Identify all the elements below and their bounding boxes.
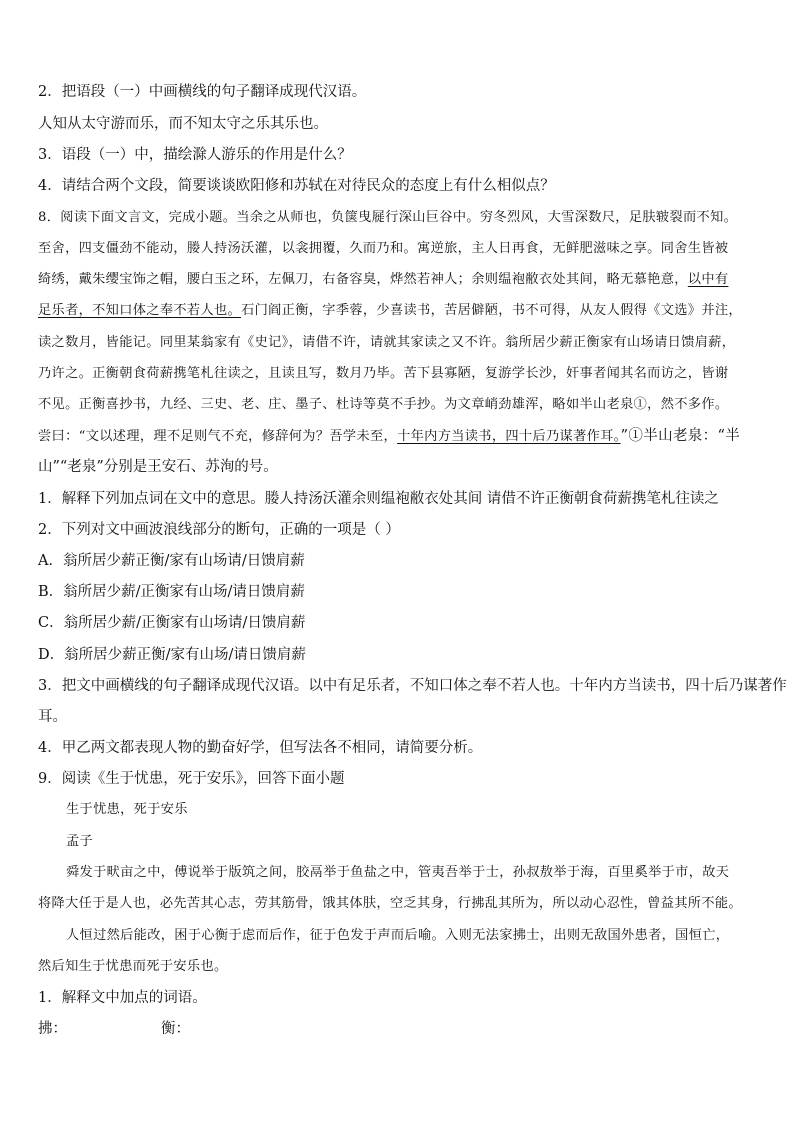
passage-text: 绮绣，戴朱缨宝饰之帽，腰白玉之环，左佩刀，右备容臭，烨然若神人；余则缊袍敝衣处其间，略无慕艳意， [38,272,688,287]
answer-label: 拂： [38,1021,67,1037]
passage-line: 8．阅读下面文言文，完成小题。当余之从师也，负箧曳屣行深山巨谷中。穷冬烈风，大雪深数尺，足肤皲裂而不知。 [38,210,738,225]
option-c: C．翁所居少薪/正衡家有山场请/日馈肩薪 [38,615,306,631]
question-line: 4．甲乙两文都表现人物的勤奋好学，但写法各不相同，请简要分析。 [38,740,483,756]
question-line: 2．把语段（一）中画横线的句子翻译成现代汉语。 [38,84,367,100]
passage-line: 乃许之。正衡朝食荷薪携笔札往读之，且读且写，数月乃毕。苦下县寡陋，复游学长沙，奸事者闻其名而访之，皆谢 [38,366,729,381]
question-line: 3．语段（一）中，描绘滁人游乐的作用是什么？ [38,147,352,163]
passage-title: 生于忧患，死于安乐 [66,802,188,817]
answer-line [38,1019,756,1039]
passage-line: 不见。正衡喜抄书，九经、三史、老、庄、墨子、杜诗等莫不手抄。为文章峭劲雄浑，略如半山老泉①，然不多作。 [38,397,729,412]
passage-line: 舜发于畎亩之中，傅说举于版筑之间，胶鬲举于鱼盐之中，管夷吾举于士，孙叔敖举于海，百里奚举于市，故天 [66,865,730,880]
passage-line: 人恒过然后能改，困于心衡于虑而后作，征于色发于声而后喻。入则无法家拂士，出则无敌国外患者，国恒亡， [66,928,730,943]
passage-text: 石门阎正衡，字季蓉，少喜读书，苦居僻陋，书不可得，从友人假得《文选》并注， [241,303,742,318]
passage-text: 尝曰：“文以述理，理不足则气不充，修辞何为？吾学未至， [38,429,398,444]
passage-line: 将降大任于是人也，必先苦其心志，劳其筋骨，饿其体肤，空乏其身，行拂乱其所为，所以动心忍性，曾益其所不能。 [38,896,742,911]
passage-line: 至舍，四支僵劲不能动，媵人持汤沃灌，以衾拥覆，久而乃和。寓逆旅，主人日再食，无鲜肥滋味之享。同舍生皆被 [38,241,729,256]
passage-line [38,270,756,290]
option-d: D．翁所居少薪正衡/家有山场/请日馈肩薪 [38,647,306,663]
underlined-sentence: 十年内方当读书，四十后乃谋著作耳。 [397,429,621,444]
passage-line: 然后知生于忧患而死于安乐也。 [38,959,228,974]
question-line: 2．下列对文中画波浪线部分的断句，正确的一项是（ ） [38,522,400,538]
question-line: 3．把文中画横线的句子翻译成现代汉语。以中有足乐者，不知口体之奉不若人也。十年内方当读书，四十后乃谋著作 [38,678,787,694]
passage-line [38,301,756,321]
passage-line [38,426,756,447]
underlined-sentence: 以中有 [687,272,729,287]
footnote-text: ”①半山老泉：“半 [620,428,741,444]
underlined-sentence: 足乐者，不知口体之奉不若人也。 [38,303,242,318]
question-line: 1．解释下列加点词在文中的意思。媵人持汤沃灌余则缊袍敝衣处其间 请借不许正衡朝食荷薪携笔札往读之 [38,491,719,507]
question-line: 人知从太守游而乐，而不知太守之乐其乐也。 [38,116,328,132]
option-a: A．翁所居少薪正衡/家有山场请/日馈肩薪 [38,553,305,569]
option-b: B．翁所居少薪/正衡家有山场/请日馈肩薪 [38,584,305,600]
footnote-line: 山”“老泉”分别是王安石、苏洵的号。 [38,459,278,475]
question-line: 9．阅读《生于忧患，死于安乐》，回答下面小题 [38,771,345,787]
question-line: 耳。 [38,709,67,725]
passage-line: 读之数月，皆能记。同里某翁家有《史记》，请借不许，请就其家读之又不许。翁所居少薪正衡家有山场请日馈肩薪， [38,335,736,350]
question-line: 4．请结合两个文段，简要谈谈欧阳修和苏轼在对待民众的态度上有什么相似点？ [38,178,555,194]
passage-author: 孟子 [66,834,94,849]
question-line: 1．解释文中加点的词语。 [38,990,207,1006]
answer-label: 衡： [161,1021,190,1037]
